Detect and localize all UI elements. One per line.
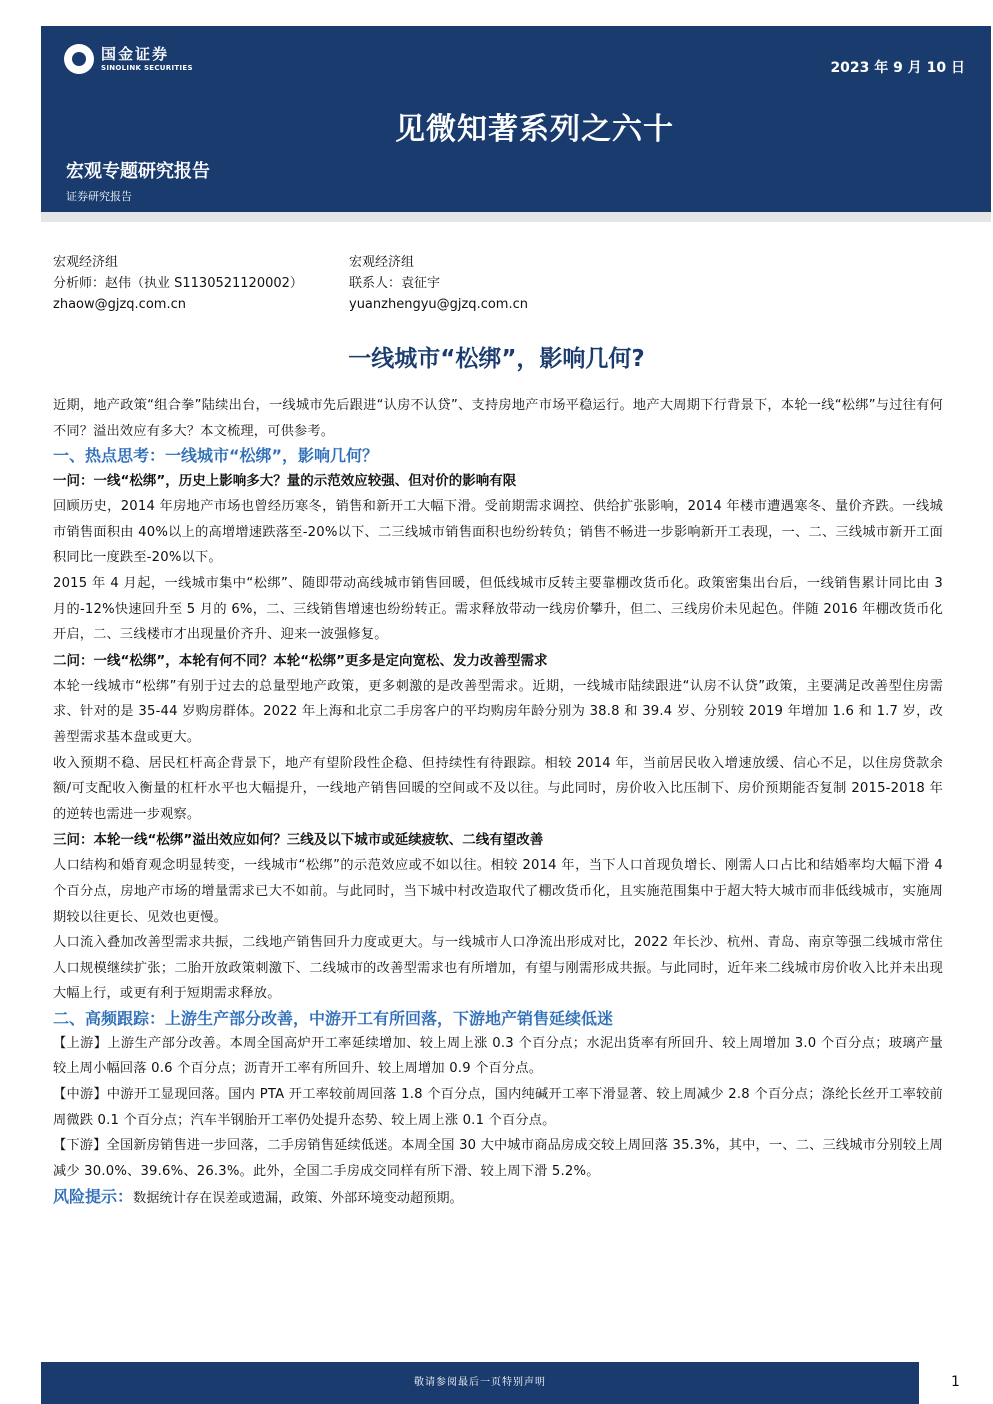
section-1-heading: 一、热点思考：一线城市“松绑”，影响几何？ [53,446,379,466]
series-title: 见微知著系列之六十 [395,112,674,147]
author-email[interactable]: yuanzhengyu@gjzq.com.cn [349,297,528,312]
midstream-paragraph: 【中游】中游开工显现回落。国内 PTA 开工率较前周回落 1.8 个百分点，国内纯碱开工率下滑显著、较上周减少 2.8 个百分点；涤纶长丝开工率较前周微跌 0.1 个百分点；汽车半钢胎开工率仍处提升态势、较上周上涨 0.1 个百分点。 [53,1087,943,1128]
q2-heading: 二问：一线“松绑”，本轮有何不同？本轮“松绑”更多是定向宽松、发力改善型需求 [53,652,548,669]
page-number: 1 [951,1374,960,1390]
downstream-paragraph: 【下游】全国新房销售进一步回落，二手房销售延续低迷。本周全国 30 大中城市商品房成交较上周回落 35.3%，其中，一、二、三线城市分别较上周减少 30.0%、39.6%、26.3%。此外，全国二手房成交同样有所下滑、较上周下滑 5.2%。 [53,1138,943,1179]
q1-heading: 一问：一线“松绑”，历史上影响多大？量的示范效应较强、但对价的影响有限 [53,473,517,490]
intro-paragraph: 近期，地产政策“组合拳”陆续出台，一线城市先后跟进“认房不认贷”、支持房地产市场平稳运行。地产大周期下行背景下，本轮一线“松绑”与过往有何不同？溢出效应有多大？本文梳理，可供参考。 [53,398,943,439]
author-name: 分析师：赵伟（执业 S1130521120002） [53,276,303,291]
report-date: 2023 年 9 月 10 日 [830,60,965,76]
q1-paragraph-1: 回顾历史，2014 年房地产市场也曾经历寒冬，销售和新开工大幅下滑。受前期需求调控、供给扩张影响，2014 年楼市遭遇寒冬、量价齐跌。一线城市销售面积由 40%以上的高增增速跌落至-20%以下、二三线城市销售面积也纷纷转负；销售不畅进一步影响新开工表现，一、二、三线城市新开工面积同比一度跌至-20%以下。 [53,499,943,566]
author-group: 宏观经济组 [349,255,415,270]
q2-paragraph-2: 收入预期不稳、居民杠杆高企背景下，地产有望阶段性企稳、但持续性有待跟踪。相较 2014 年，当前居民收入增速放缓、信心不足，以住房贷款余额/可支配收入衡量的杠杆水平也大幅提升，一线地产销售回暖的空间或不及以往。与此同时，房价收入比压制下、房价预期能否复制 2015-2018 年的逆转也需进一步观察。 [53,755,943,822]
author-2 [349,252,528,315]
q3-paragraph-2: 人口流入叠加改善型需求共振，二线地产销售回升力度或更大。与一线城市人口净流出形成对比，2022 年长沙、杭州、青岛、南京等强二线城市常住人口规模继续扩张；二胎开放政策刺激下、二线城市的改善型需求也有所增加，有望与刚需形成共振。与此同时，近年来二线城市房价收入比并未出现大幅上行，或更有利于短期需求释放。 [53,935,943,1002]
q3-paragraph-1: 人口结构和婚育观念明显转变，一线城市“松绑”的示范效应或不如以往。相较 2014 年，当下人口首现负增长、刚需人口占比和结婚率均大幅下滑 4 个百分点，房地产市场的增量需求已大不如前。与此同时，当下城中村改造取代了棚改货币化，且实施范围集中于超大特大城市而非低线城市，实施周期较以往更长、见效也更慢。 [53,858,943,925]
report-type: 宏观专题研究报告 [66,161,210,182]
logo-icon [64,44,94,74]
report-body [53,393,943,1212]
logo-cn-text: 国金证券 [101,44,170,63]
logo-en-text: SINOLINK SECURITIES [101,63,193,72]
risk-text: 数据统计存在误差或遗漏，政策、外部环境变动超预期。 [133,1191,463,1207]
header-divider [41,212,991,222]
q1-paragraph-2: 2015 年 4 月起，一线城市集中“松绑”、随即带动高线城市销售回暖，但低线城市反转主要靠棚改货币化。政策密集出台后，一线销售累计同比由 3 月的-12%快速回升至 5 月的 6%，二、三线销售增速也纷纷转正。需求释放带动一线房价攀升，但二、三线房价未见起色。伴随 2016 年棚改货币化开启，二、三线楼市才出现量价齐升、迎来一波强修复。 [53,575,943,643]
main-title: 一线城市“松绑”，影响几何? [348,346,645,372]
risk-warning [53,1184,943,1212]
report-subtype: 证券研究报告 [66,190,132,203]
risk-label: 风险提示： [53,1187,134,1207]
footer-disclaimer: 敬请参阅最后一页特别声明 [41,1362,919,1404]
q2-paragraph-1: 本轮一线城市“松绑”有别于过去的总量型地产政策，更多刺激的是改善型需求。近期，一线城市陆续跟进“认房不认贷”政策，主要满足改善型住房需求、针对的是 35-44 岁购房群体。2022 年上海和北京二手房客户的平均购房年龄分别为 38.8 和 39.4 岁、分别较 2019 年增加 1.6 和 1.7 岁，改善型需求基本盘或更大。 [53,678,943,745]
author-1 [53,252,303,315]
company-logo [64,44,193,74]
section-2-heading: 二、高频跟踪：上游生产部分改善，中游开工有所回落，下游地产销售延续低迷 [53,1008,614,1028]
author-group: 宏观经济组 [53,255,119,270]
q3-heading: 三问：本轮一线“松绑”溢出效应如何？三线及以下城市或延续疲软、二线有望改善 [53,832,544,849]
upstream-paragraph: 【上游】上游生产部分改善。本周全国高炉开工率延续增加、较上周上涨 0.3 个百分点；水泥出货率有所回升、较上周增加 3.0 个百分点；玻璃产量较上周小幅回落 0.6 个百分点；沥青开工率有所回升、较上周增加 0.9 个百分点。 [53,1035,943,1077]
author-name: 联系人：袁征宇 [349,276,441,291]
author-email[interactable]: zhaow@gjzq.com.cn [53,297,186,312]
